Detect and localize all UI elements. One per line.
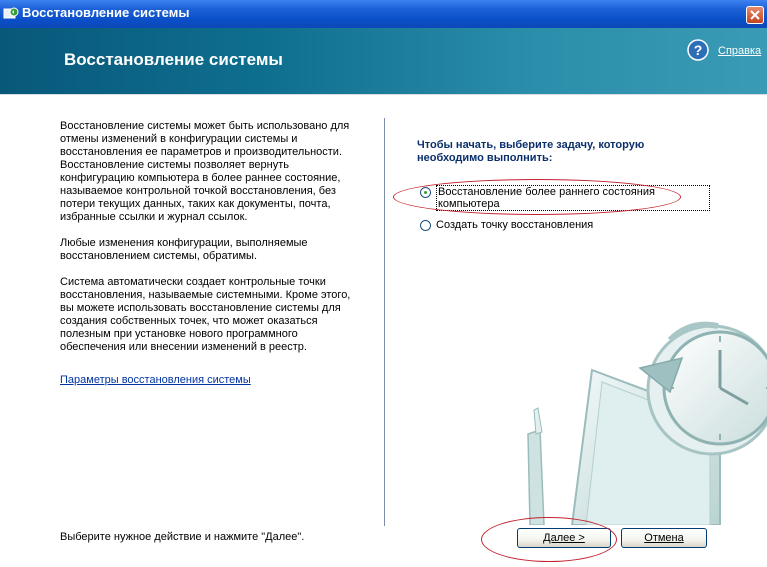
highlight-ellipse xyxy=(481,517,617,562)
next-button-label: Далее > xyxy=(543,532,585,544)
cancel-button[interactable] xyxy=(621,528,707,548)
wizard-header xyxy=(0,28,767,95)
highlight-ellipse xyxy=(393,179,681,215)
help-link[interactable]: Справка xyxy=(718,45,762,57)
description-panel xyxy=(60,120,352,367)
description-paragraph: Восстановление системы может быть использовано для отмены изменений в конфигурации системы и восстановления ее параметров и производительности. Восстановление системы позволяет вернуть конфигурацию компьютера в более раннее состояние, называемое контрольной точкой восстановления, без потери текущих данных, таких как документы, почта, избранные ссылки и журнал ссылок. xyxy=(60,120,350,223)
window-title: Восстановление системы xyxy=(22,5,190,20)
footer-instruction: Выберите нужное действие и нажмите "Далее". xyxy=(60,531,305,543)
title-bar xyxy=(0,0,767,28)
restore-settings-link[interactable]: Параметры восстановления системы xyxy=(60,374,251,386)
help-question-icon[interactable] xyxy=(687,39,709,61)
option-label[interactable]: Создать точку восстановления xyxy=(436,219,594,231)
restore-illustration xyxy=(520,300,767,525)
option-label[interactable]: Восстановление более раннего состояния компьютера xyxy=(436,185,710,211)
task-prompt: Чтобы начать, выберите задачу, которую необходимо выполнить: xyxy=(417,139,645,164)
system-restore-icon xyxy=(3,6,19,22)
close-button[interactable] xyxy=(746,6,764,24)
radio-create-restore-point[interactable] xyxy=(420,220,431,231)
cancel-button-label: Отмена xyxy=(644,532,684,544)
page-title: Восстановление системы xyxy=(64,50,283,69)
description-paragraph: Любые изменения конфигурации, выполняемые восстановлением системы, обратимы. xyxy=(60,237,308,262)
description-paragraph: Система автоматически создает контрольные точки восстановления, называемые системными. Кроме этого, вы можете использовать восстановление системы для создания собственных точек, что может оказаться полезным при установке нового программного обеспечения или внесении изменений в реестр. xyxy=(60,276,351,353)
svg-text:?: ? xyxy=(693,42,703,58)
close-icon xyxy=(750,10,760,20)
column-divider xyxy=(384,118,385,526)
